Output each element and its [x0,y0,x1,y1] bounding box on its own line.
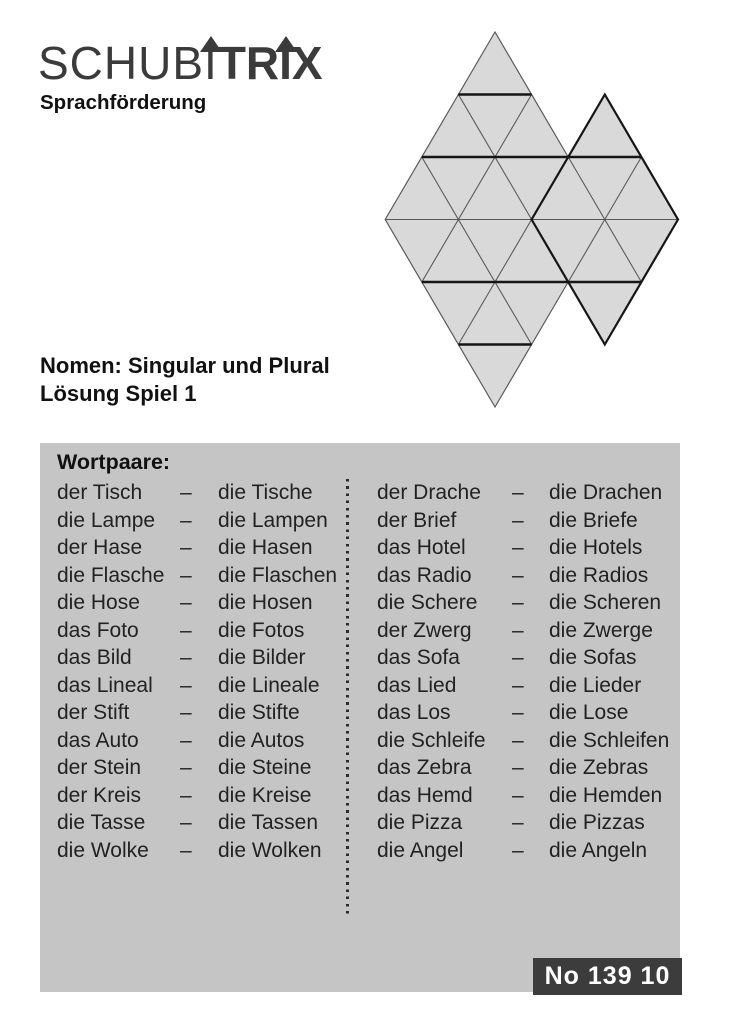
singular-word: die Lampe [57,508,156,532]
singular-word: das Bild [57,646,132,669]
word-pair-row [57,809,357,837]
dash-separator: – [180,508,192,532]
singular-word: das Hemd [377,783,473,807]
dash-separator: – [180,618,192,642]
dash-separator: – [180,481,192,504]
singular-word: das Hotel [377,536,466,559]
triangle-up-icon [275,36,297,52]
section-title [40,352,330,408]
singular-word: das Foto [57,618,139,642]
dash-separator: – [180,838,192,862]
schubitrix-logo [38,37,323,89]
logo-subtitle: Sprachförderung [40,91,207,114]
singular-word: das Auto [57,728,139,752]
singular-word: der Kreis [57,783,142,807]
singular-word: die Pizza [377,811,463,834]
word-pair-row [377,699,677,727]
dash-separator: – [180,536,192,559]
plural-word: die Tassen [218,811,319,834]
dash-separator: – [180,673,192,697]
plural-word: die Hemden [549,783,663,807]
singular-word: das Sofa [377,646,460,669]
product-number-badge: No 139 10 [533,958,682,995]
wordpairs-right-column [377,479,677,864]
word-pair-row [57,507,357,535]
word-pair-row [57,617,357,645]
dash-separator: – [512,673,524,697]
plural-word: die Angeln [549,838,648,862]
triangle-up-icon [200,36,222,52]
plural-word: die Wolken [218,838,322,862]
plural-word: die Lieder [549,673,642,697]
title-line-2: Lösung Spiel 1 [40,381,197,406]
logo-i-stem: I [204,37,218,89]
singular-word: der Stein [57,756,142,779]
triangle-solution-diagram [375,28,685,412]
dash-separator: – [180,646,192,669]
plural-word: die Radios [549,563,649,587]
word-pair-row [57,837,357,865]
word-pair-row [377,507,677,535]
word-pair-row [377,782,677,810]
singular-word: der Brief [377,508,457,532]
word-pair-row [377,672,677,700]
dash-separator: – [180,591,192,614]
singular-word: das Zebra [377,756,472,779]
singular-word: die Hose [57,591,140,614]
plural-word: die Lineale [218,673,320,697]
singular-word: das Radio [377,563,472,587]
logo-text-schub: SCHUB [38,37,205,89]
word-pair-row [377,837,677,865]
dash-separator: – [512,536,524,559]
singular-word: das Lineal [57,673,153,697]
dash-separator: – [512,756,524,779]
dash-separator: – [180,728,192,752]
dash-separator: – [180,756,192,779]
singular-word: das Los [377,701,451,724]
word-pair-row [57,754,357,782]
word-pair-row [377,479,677,507]
dash-separator: – [180,701,192,724]
word-pair-row [57,727,357,755]
singular-word: der Drache [377,481,481,504]
plural-word: die Briefe [549,508,638,532]
word-pair-row [57,782,357,810]
plural-word: die Steine [218,756,312,779]
plural-word: die Bilder [218,646,306,669]
plural-word: die Hasen [218,536,313,559]
dash-separator: – [512,646,524,669]
logo-letter-i-bold [279,37,292,89]
singular-word: die Wolke [57,838,149,862]
plural-word: die Scheren [549,591,662,614]
plural-word: die Lose [549,701,629,724]
singular-word: die Tasse [57,811,146,834]
plural-word: die Autos [218,728,305,752]
plural-word: die Flaschen [218,563,338,587]
singular-word: der Zwerg [377,618,472,642]
logo-letter-i [204,37,218,89]
dash-separator: – [512,563,524,587]
dash-separator: – [512,811,524,834]
plural-word: die Fotos [218,618,305,642]
logo-i-stem: I [279,37,292,89]
dash-separator: – [512,591,524,614]
word-pair-row [57,699,357,727]
logo-text-tr: TR [217,37,280,89]
word-pair-row [57,672,357,700]
word-pair-row [377,754,677,782]
wordpairs-left-column [57,479,357,864]
word-pair-row [57,644,357,672]
plural-word: die Tische [218,481,313,504]
word-pair-row [377,644,677,672]
wordpairs-panel [40,443,680,992]
singular-word: die Schleife [377,728,486,752]
singular-word: die Flasche [57,563,165,587]
wordpairs-heading: Wortpaare: [57,450,171,474]
word-pair-row [377,809,677,837]
title-line-1: Nomen: Singular und Plural [40,353,330,378]
plural-word: die Zwerge [549,618,653,642]
plural-word: die Schleifen [549,728,670,752]
dash-separator: – [512,838,524,862]
plural-word: die Stifte [218,701,300,724]
word-pair-row [57,534,357,562]
plural-word: die Kreise [218,783,312,807]
word-pair-row [377,562,677,590]
word-pair-row [377,617,677,645]
singular-word: das Lied [377,673,457,697]
plural-word: die Lampen [218,508,328,532]
word-pair-row [377,589,677,617]
singular-word: die Schere [377,591,478,614]
dash-separator: – [180,783,192,807]
dash-separator: – [180,811,192,834]
plural-word: die Hosen [218,591,313,614]
dash-separator: – [512,701,524,724]
word-pair-row [57,562,357,590]
word-pair-row [377,534,677,562]
singular-word: die Angel [377,838,464,862]
dash-separator: – [512,728,524,752]
word-pair-row [57,479,357,507]
dash-separator: – [512,481,524,504]
singular-word: der Stift [57,701,130,724]
word-pair-row [57,589,357,617]
logo-text-x: X [291,37,323,89]
plural-word: die Pizzas [549,811,645,834]
singular-word: der Tisch [57,481,143,504]
singular-word: der Hase [57,536,143,559]
plural-word: die Drachen [549,481,663,504]
plural-word: die Sofas [549,646,637,669]
dash-separator: – [512,783,524,807]
plural-word: die Zebras [549,756,649,779]
dash-separator: – [180,563,192,587]
plural-word: die Hotels [549,536,643,559]
dash-separator: – [512,618,524,642]
dash-separator: – [512,508,524,532]
word-pair-row [377,727,677,755]
